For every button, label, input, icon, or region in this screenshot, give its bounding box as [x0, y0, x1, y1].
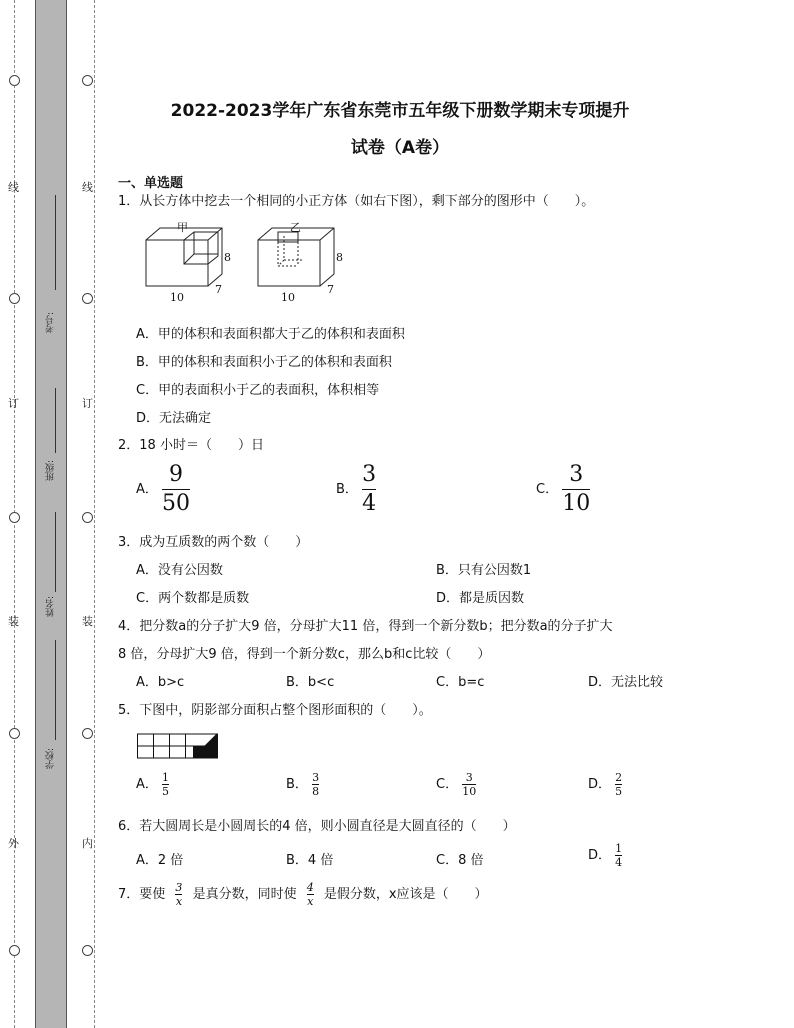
option-prefix: A． [136, 777, 158, 792]
question-7-stem [118, 882, 488, 907]
fraction [362, 464, 376, 515]
question-3-stem: 3．成为互质数的两个数（ ） [118, 535, 309, 550]
question-3-option-a[interactable]: A．没有公因数 [136, 563, 223, 578]
option-prefix: D． [588, 848, 612, 863]
question-3-option-c[interactable]: C．两个数都是质数 [136, 591, 250, 606]
exam-title-line1: 2022-2023学年广东省东莞市五年级下册数学期末专项提升 [170, 101, 630, 121]
margin-char-xian: 线 [8, 181, 19, 194]
margin-char-xian: 线 [82, 181, 93, 194]
question-6-option-a[interactable]: A．2 倍 [136, 853, 184, 868]
field-label-school: 学校: [46, 748, 56, 770]
question-6-option-c[interactable]: C．8 倍 [436, 853, 484, 868]
fraction [615, 772, 622, 797]
question-6-option-b[interactable]: B．4 倍 [286, 853, 334, 868]
field-label-class: 班级: [46, 460, 56, 482]
margin-char-zhuang: 装 [8, 615, 19, 628]
question-7-text: 是真分数，同时使 [192, 887, 297, 902]
fraction-denominator: 4 [615, 856, 623, 869]
figure-label-jia: 甲 [177, 221, 188, 234]
question-4-stem-line1: 4．把分数a的分子扩大9 倍，分母扩大11 倍，得到一个新分数b；把分数a的分子扩大 [118, 619, 613, 634]
fraction-denominator: 5 [615, 785, 623, 798]
option-prefix: B． [286, 777, 308, 792]
question-5-option-a[interactable] [136, 772, 169, 797]
binding-hole [82, 728, 93, 739]
question-2-stem: 2．18 小时＝（ ）日 [118, 438, 264, 453]
fraction-denominator: x [307, 895, 314, 908]
option-prefix: B． [336, 482, 358, 497]
question-5-grid-figure [137, 730, 219, 760]
question-1-option-c[interactable]: C．甲的表面积小于乙的表面积，体积相等 [136, 383, 380, 398]
field-line [55, 640, 56, 740]
fraction-numerator: 2 [615, 771, 623, 784]
fraction-numerator: 1 [162, 771, 170, 784]
fraction-numerator: 3 [465, 771, 473, 784]
fraction [462, 772, 476, 797]
question-4-option-c[interactable]: C．b=c [436, 675, 485, 690]
dimension-label: 8 [336, 251, 343, 264]
fraction-denominator: 10 [562, 491, 591, 516]
question-7-text: 7．要使 [118, 887, 166, 902]
dimension-label: 7 [327, 283, 334, 296]
question-4-stem-line2: 8 倍，分母扩大9 倍，得到一个新分数c，那么b和c比较（ ） [118, 647, 491, 662]
question-5-stem: 5．下图中，阴影部分面积占整个图形面积的（ ）。 [118, 703, 432, 718]
fraction [312, 772, 319, 797]
fraction [562, 464, 590, 515]
margin-char-ding: 订 [8, 397, 19, 410]
fraction-numerator: 9 [169, 462, 184, 487]
field-line [55, 512, 56, 592]
fraction-denominator: 50 [162, 491, 191, 516]
fraction-numerator: 3 [569, 462, 584, 487]
fraction-numerator: 3 [175, 881, 183, 894]
question-6-option-d[interactable] [588, 843, 622, 868]
fraction [307, 882, 314, 907]
question-7-text: 是假分数，x应该是（ ） [323, 887, 488, 902]
fraction-numerator: 1 [615, 842, 623, 855]
dimension-label: 7 [215, 283, 222, 296]
field-label-exam-number: 考号: [46, 312, 56, 334]
fraction [615, 843, 622, 868]
question-4-option-b[interactable]: B．b<c [286, 675, 335, 690]
dimension-label: 8 [224, 251, 231, 264]
fraction-numerator: 3 [312, 771, 320, 784]
dimension-label: 10 [170, 291, 184, 304]
figure-label-yi: 乙 [290, 221, 301, 234]
exam-title-line2: 试卷（A卷） [350, 138, 450, 158]
question-3-option-d[interactable]: D．都是质因数 [436, 591, 525, 606]
question-6-stem: 6．若大圆周长是小圆周长的4 倍，则小圆直径是大圆直径的（ ） [118, 819, 516, 834]
option-prefix: D． [588, 777, 612, 792]
fraction-numerator: 3 [362, 462, 377, 487]
question-1-option-b[interactable]: B．甲的体积和表面积小于乙的体积和表面积 [136, 355, 392, 370]
binding-hole [9, 512, 20, 523]
fraction-denominator: x [175, 895, 183, 908]
option-prefix: C． [436, 777, 459, 792]
question-3-option-b[interactable]: B．只有公因数1 [436, 563, 532, 578]
question-1-stem: 1．从长方体中挖去一个相同的小正方体（如右下图），剩下部分的图形中（ ）。 [118, 194, 595, 209]
question-5-option-b[interactable] [286, 772, 319, 797]
option-prefix: A． [136, 482, 158, 497]
fraction-denominator: 10 [462, 785, 477, 798]
field-line [55, 195, 56, 290]
fraction [162, 464, 190, 515]
binding-hole [82, 293, 93, 304]
fraction-denominator: 5 [162, 785, 170, 798]
question-4-option-a[interactable]: A．b>c [136, 675, 185, 690]
margin-char-ding: 订 [82, 397, 93, 410]
question-2-option-b[interactable] [336, 464, 376, 515]
fraction [175, 882, 182, 907]
question-5-option-c[interactable] [436, 772, 476, 797]
field-line [55, 388, 56, 453]
question-1-option-a[interactable]: A．甲的体积和表面积都大于乙的体积和表面积 [136, 327, 405, 342]
margin-char-wai: 外 [8, 837, 19, 850]
fraction-denominator: 4 [362, 491, 377, 516]
question-5-option-d[interactable] [588, 772, 622, 797]
binding-hole [9, 728, 20, 739]
question-4-option-d[interactable]: D．无法比较 [588, 675, 664, 690]
question-2-option-c[interactable] [536, 464, 590, 515]
margin-char-nei: 内 [82, 837, 93, 850]
question-1-option-d[interactable]: D．无法确定 [136, 411, 212, 426]
question-2-option-a[interactable] [136, 464, 190, 515]
binding-hole [9, 293, 20, 304]
binding-hole [9, 75, 20, 86]
fraction [162, 772, 169, 797]
binding-hole [82, 75, 93, 86]
binding-hole [82, 512, 93, 523]
fraction-denominator: 8 [312, 785, 320, 798]
dimension-label: 10 [281, 291, 295, 304]
margin-char-zhuang: 装 [82, 615, 93, 628]
fraction-numerator: 4 [306, 881, 314, 894]
option-prefix: C． [536, 482, 559, 497]
field-label-name: 姓名: [46, 596, 56, 618]
binding-hole [82, 945, 93, 956]
section-heading: 一、单选题 [118, 176, 184, 191]
binding-gray-band [35, 0, 67, 1028]
binding-hole [9, 945, 20, 956]
inner-dashed-line [94, 0, 95, 1028]
